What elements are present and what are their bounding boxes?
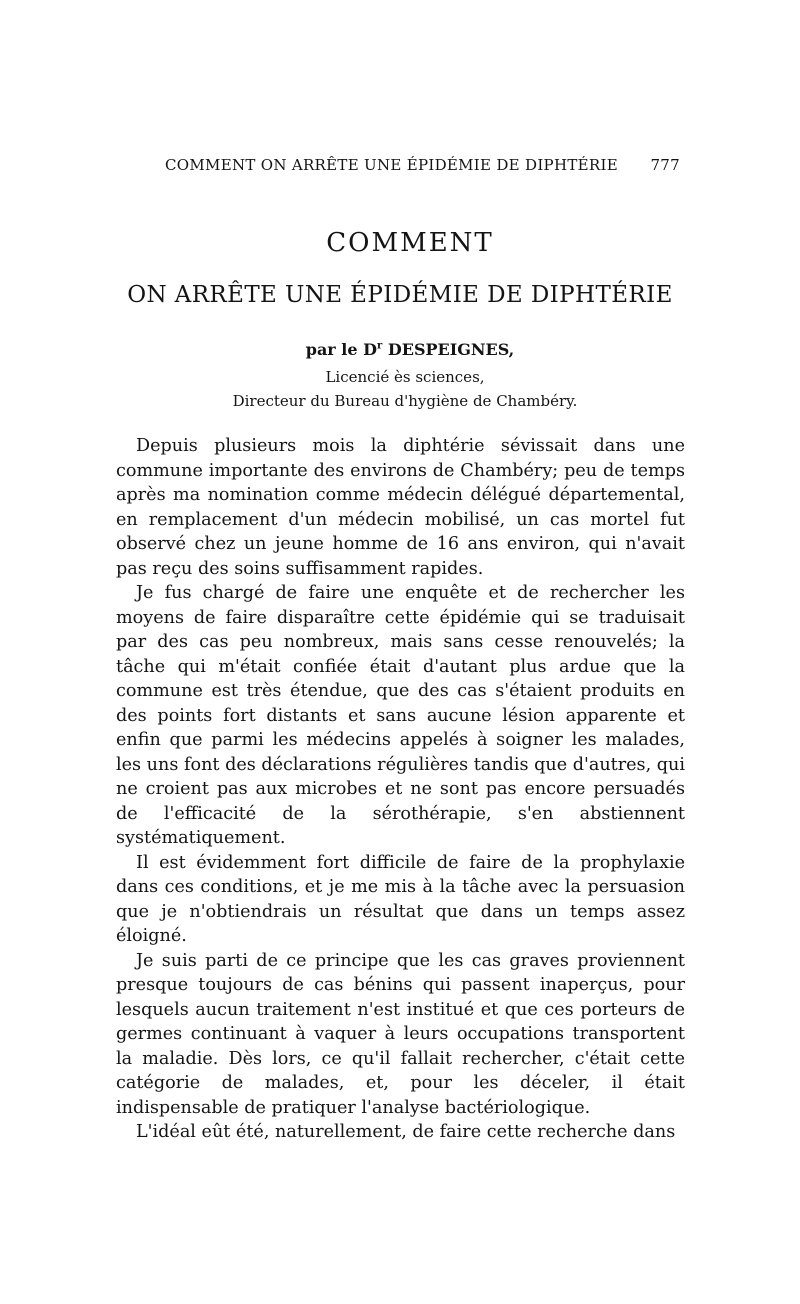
author-credential-1: Licencié ès sciences, — [325, 368, 485, 386]
article-body — [116, 434, 685, 1145]
paragraph-2: Je fus chargé de faire une enquête et de rechercher les moyens de faire disparaître cette épidémie qui se traduisait par des cas peu nombreux, mais sans cesse renouvelés; la tâche qui m'était confiée était d'autant plus ardue que la commune est très étendue, que des cas s'étaient produits en des points fort distants et sans aucune lésion apparente et enfin que parmi les médecins appelés à soigner les malades, les uns font des déclarations régulières tandis que d'autres, qui ne croient pas aux microbes et ne sont pas encore persuadés de l'efficacité de la sérothérapie, s'en abstiennent systématiquement. — [116, 583, 685, 848]
author-byline — [0, 340, 800, 359]
author-credential-2: Directeur du Bureau d'hygiène de Chambéry. — [232, 392, 578, 410]
paragraph-5: L'idéal eût été, naturellement, de faire cette recherche dans — [136, 1122, 676, 1142]
paragraph-1: Depuis plusieurs mois la diphtérie sévissait dans une commune importante des environs de Chambéry; peu de temps après ma nomination comme médecin délégué départemental, en remplacement d'un médecin mobilisé, un cas mortel fut observé chez un jeune homme de 16 ans environ, qui n'avait pas reçu des soins suffisamment rapides. — [116, 436, 685, 579]
article-title-line-2: ON ARRÊTE UNE ÉPIDÉMIE DE DIPHTÉRIE — [127, 282, 673, 308]
page-number: 777 — [650, 156, 680, 174]
author-name: DESPEIGNES, — [382, 340, 515, 359]
paragraph-3: Il est évidemment fort difficile de faire de la prophylaxie dans ces conditions, et je me mis à la tâche avec la persuasion que je n'obtiendrais un résultat que dans un temps assez éloigné. — [116, 852, 685, 946]
byline-prefix: par le D — [305, 340, 378, 359]
byline-superscript: r — [377, 340, 383, 352]
running-head — [165, 156, 680, 174]
article-title-line-1: COMMENT — [326, 228, 494, 258]
running-title: COMMENT ON ARRÊTE UNE ÉPIDÉMIE DE DIPHTÉRIE — [165, 156, 618, 174]
paragraph-4: Je suis parti de ce principe que les cas graves proviennent presque toujours de cas bénins qui passent inaperçus, pour lesquels aucun traitement n'est institué et que ces porteurs de germes continuant à vaquer à leurs occupations transportent la maladie. Dès lors, ce qu'il fallait rechercher, c'était cette catégorie de malades, et, pour les déceler, il était indispensable de pratiquer l'analyse bactériologique. — [116, 950, 685, 1118]
